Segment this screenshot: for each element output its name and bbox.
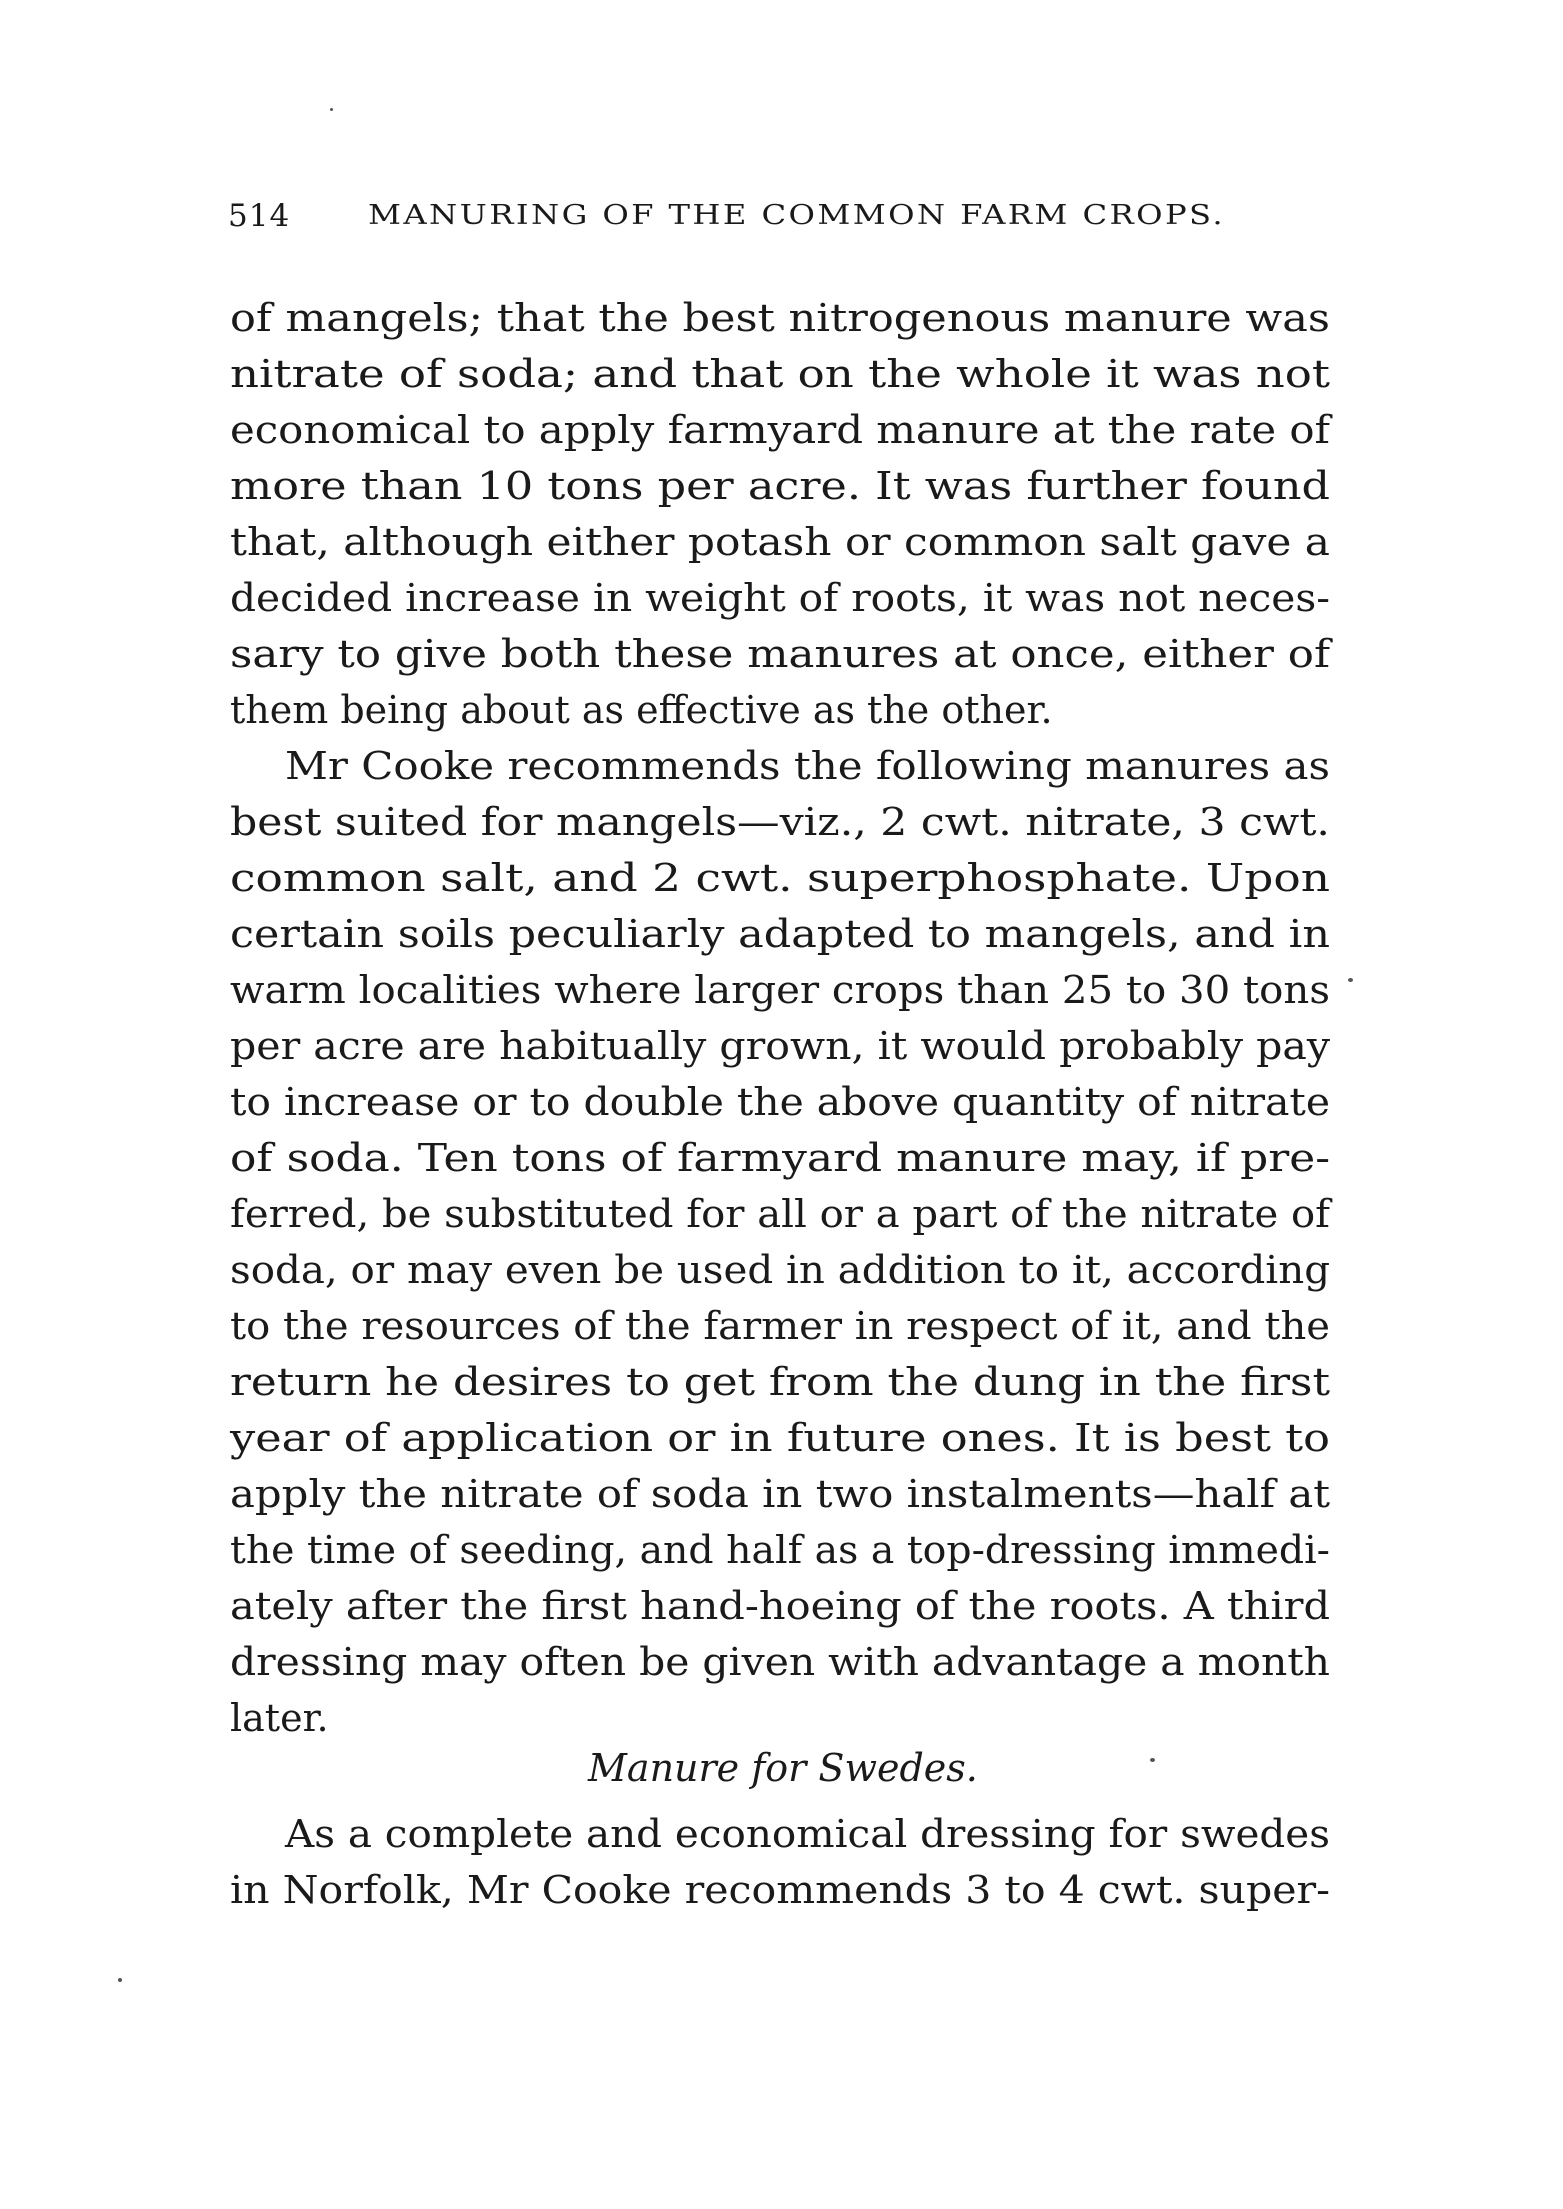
text-line: economical to apply farmyard manure at the rate of xyxy=(230,408,1331,452)
text-line: warm localities where larger crops than 25 to 30 tons xyxy=(230,968,1330,1012)
scan-speck xyxy=(1150,1758,1155,1762)
section-subheading: Manure for Swedes. xyxy=(588,1746,978,1790)
text-line: nitrate of soda; and that on the whole it was not xyxy=(230,352,1330,396)
text-line: common salt, and 2 cwt. superphosphate. Upon xyxy=(230,856,1330,900)
text-line: of mangels; that the best nitrogenous manure was xyxy=(230,296,1330,340)
text-line: apply the nitrate of soda in two instalments—half at xyxy=(230,1472,1331,1516)
scan-speck xyxy=(330,108,333,111)
text-line: in Norfolk, Mr Cooke recommends 3 to 4 cwt. super- xyxy=(230,1868,1331,1912)
text-line: decided increase in weight of roots, it was not neces- xyxy=(230,576,1330,620)
text-line: later. xyxy=(230,1696,329,1740)
text-line: them being about as effective as the other. xyxy=(230,688,1053,732)
text-line: to the resources of the farmer in respect of it, and the xyxy=(230,1304,1330,1348)
text-line: more than 10 tons per acre. It was further found xyxy=(230,464,1331,508)
text-line: sary to give both these manures at once, either of xyxy=(230,632,1331,676)
text-line: that, although either potash or common salt gave a xyxy=(230,520,1331,564)
text-line: per acre are habitually grown, it would probably pay xyxy=(230,1024,1331,1068)
running-title: MANURING OF THE COMMON FARM CROPS. xyxy=(368,200,1225,231)
text-line: ferred, be substituted for all or a part of the nitrate of xyxy=(230,1192,1331,1236)
text-line: As a complete and economical dressing for swedes xyxy=(285,1812,1331,1856)
page-number: 514 xyxy=(228,198,291,234)
scan-speck xyxy=(1348,978,1353,982)
text-line: year of application or in future ones. It is best to xyxy=(230,1416,1330,1460)
running-header xyxy=(228,198,1228,248)
text-line: the time of seeding, and half as a top-dressing immedi- xyxy=(230,1528,1330,1572)
text-line: of soda. Ten tons of farmyard manure may, if pre- xyxy=(230,1136,1331,1180)
text-line: best suited for mangels—viz., 2 cwt. nitrate, 3 cwt. xyxy=(230,800,1330,844)
text-line: dressing may often be given with advantage a month xyxy=(230,1640,1330,1684)
text-line: return he desires to get from the dung in the first xyxy=(230,1360,1330,1404)
text-line: Mr Cooke recommends the following manures as xyxy=(285,744,1331,788)
scan-speck xyxy=(118,1978,122,1982)
text-line: soda, or may even be used in addition to it, according xyxy=(230,1248,1331,1292)
text-line: certain soils peculiarly adapted to mangels, and in xyxy=(230,912,1330,956)
text-line: ately after the first hand-hoeing of the roots. A third xyxy=(230,1584,1331,1628)
text-line: to increase or to double the above quantity of nitrate xyxy=(230,1080,1331,1124)
